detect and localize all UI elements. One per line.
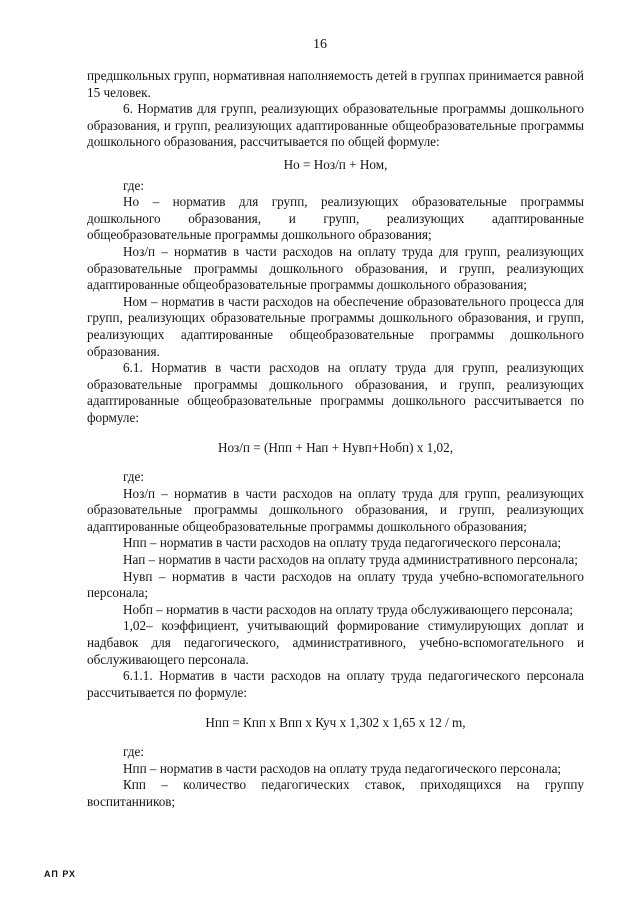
page-number: 16 bbox=[313, 37, 327, 52]
paragraph: Но – норматив для групп, реализующих образовательные программы дошкольного образования, и групп, реализующих адаптированные общеобразовательные программы дошкольного образования; bbox=[87, 194, 584, 243]
paragraph: Ноз/п – норматив в части расходов на оплату труда для групп, реализующих образовательные программы дошкольного образования, и групп, реализующих адаптированные общеобразовательные программы дошкольного образования; bbox=[87, 485, 584, 534]
paragraph: предшкольных групп, нормативная наполняемость детей в группах принимается равной 15 человек. bbox=[87, 68, 584, 100]
paragraph: где: bbox=[123, 743, 144, 759]
formula: Но = Ноз/п + Ном, bbox=[283, 156, 388, 172]
paragraph: Нобп – норматив в части расходов на оплату труда обслуживающего персонала; bbox=[123, 601, 574, 617]
formula: Нпп = Кпп х Впп х Куч х 1,302 х 1,65 х 12 / m, bbox=[205, 715, 466, 731]
paragraph: 1,02– коэффициент, учитывающий формирование стимулирующих доплат и надбавок для педагогического, административного, учебно-вспомогательного и обслуживающего персонала. bbox=[87, 618, 584, 667]
document-body bbox=[87, 68, 584, 810]
paragraph: Нап – норматив в части расходов на оплату труда административного персонала; bbox=[123, 552, 578, 568]
paragraph: Ноз/п – норматив в части расходов на оплату труда для групп, реализующих образовательные программы дошкольного образования, и групп, реализующих адаптированные общеобразовательные программы дошкольного образования; bbox=[87, 243, 584, 293]
paragraph: где: bbox=[123, 469, 144, 485]
paragraph: Ном – норматив в части расходов на обеспечение образовательного процесса для групп, реализующих образовательные программы дошкольного образования, и групп, реализующих адаптированные общеобразовательные программы дошкольного образования. bbox=[87, 293, 584, 359]
footer-mark: АП РХ bbox=[44, 869, 77, 879]
paragraph: 6. Норматив для групп, реализующих образовательные программы дошкольного образования, и групп, реализующих адаптированные общеобразовательные программы дошкольного образования, рассчитывается по общей формуле: bbox=[87, 101, 584, 150]
paragraph: Нувп – норматив в части расходов на оплату труда учебно-вспомогательного персонала; bbox=[87, 568, 584, 601]
paragraph: 6.1. Норматив в части расходов на оплату труда для групп, реализующих образовательные программы дошкольного образования, и групп, реализующих адаптированные общеобразовательные программы дошкольного рассчитывается по формуле: bbox=[87, 360, 584, 425]
paragraph: Кпп – количество педагогических ставок, приходящихся на группу воспитанников; bbox=[87, 777, 584, 809]
paragraph: Нпп – норматив в части расходов на оплату труда педагогического персонала; bbox=[123, 535, 562, 551]
paragraph: где: bbox=[123, 177, 144, 193]
paragraph: Нпп – норматив в части расходов на оплату труда педагогического персонала; bbox=[123, 760, 562, 776]
formula: Ноз/п = (Нпп + Нап + Нувп+Нобп) х 1,02, bbox=[217, 440, 454, 456]
paragraph: 6.1.1. Норматив в части расходов на оплату труда педагогического персонала рассчитывается по формуле: bbox=[87, 668, 584, 700]
